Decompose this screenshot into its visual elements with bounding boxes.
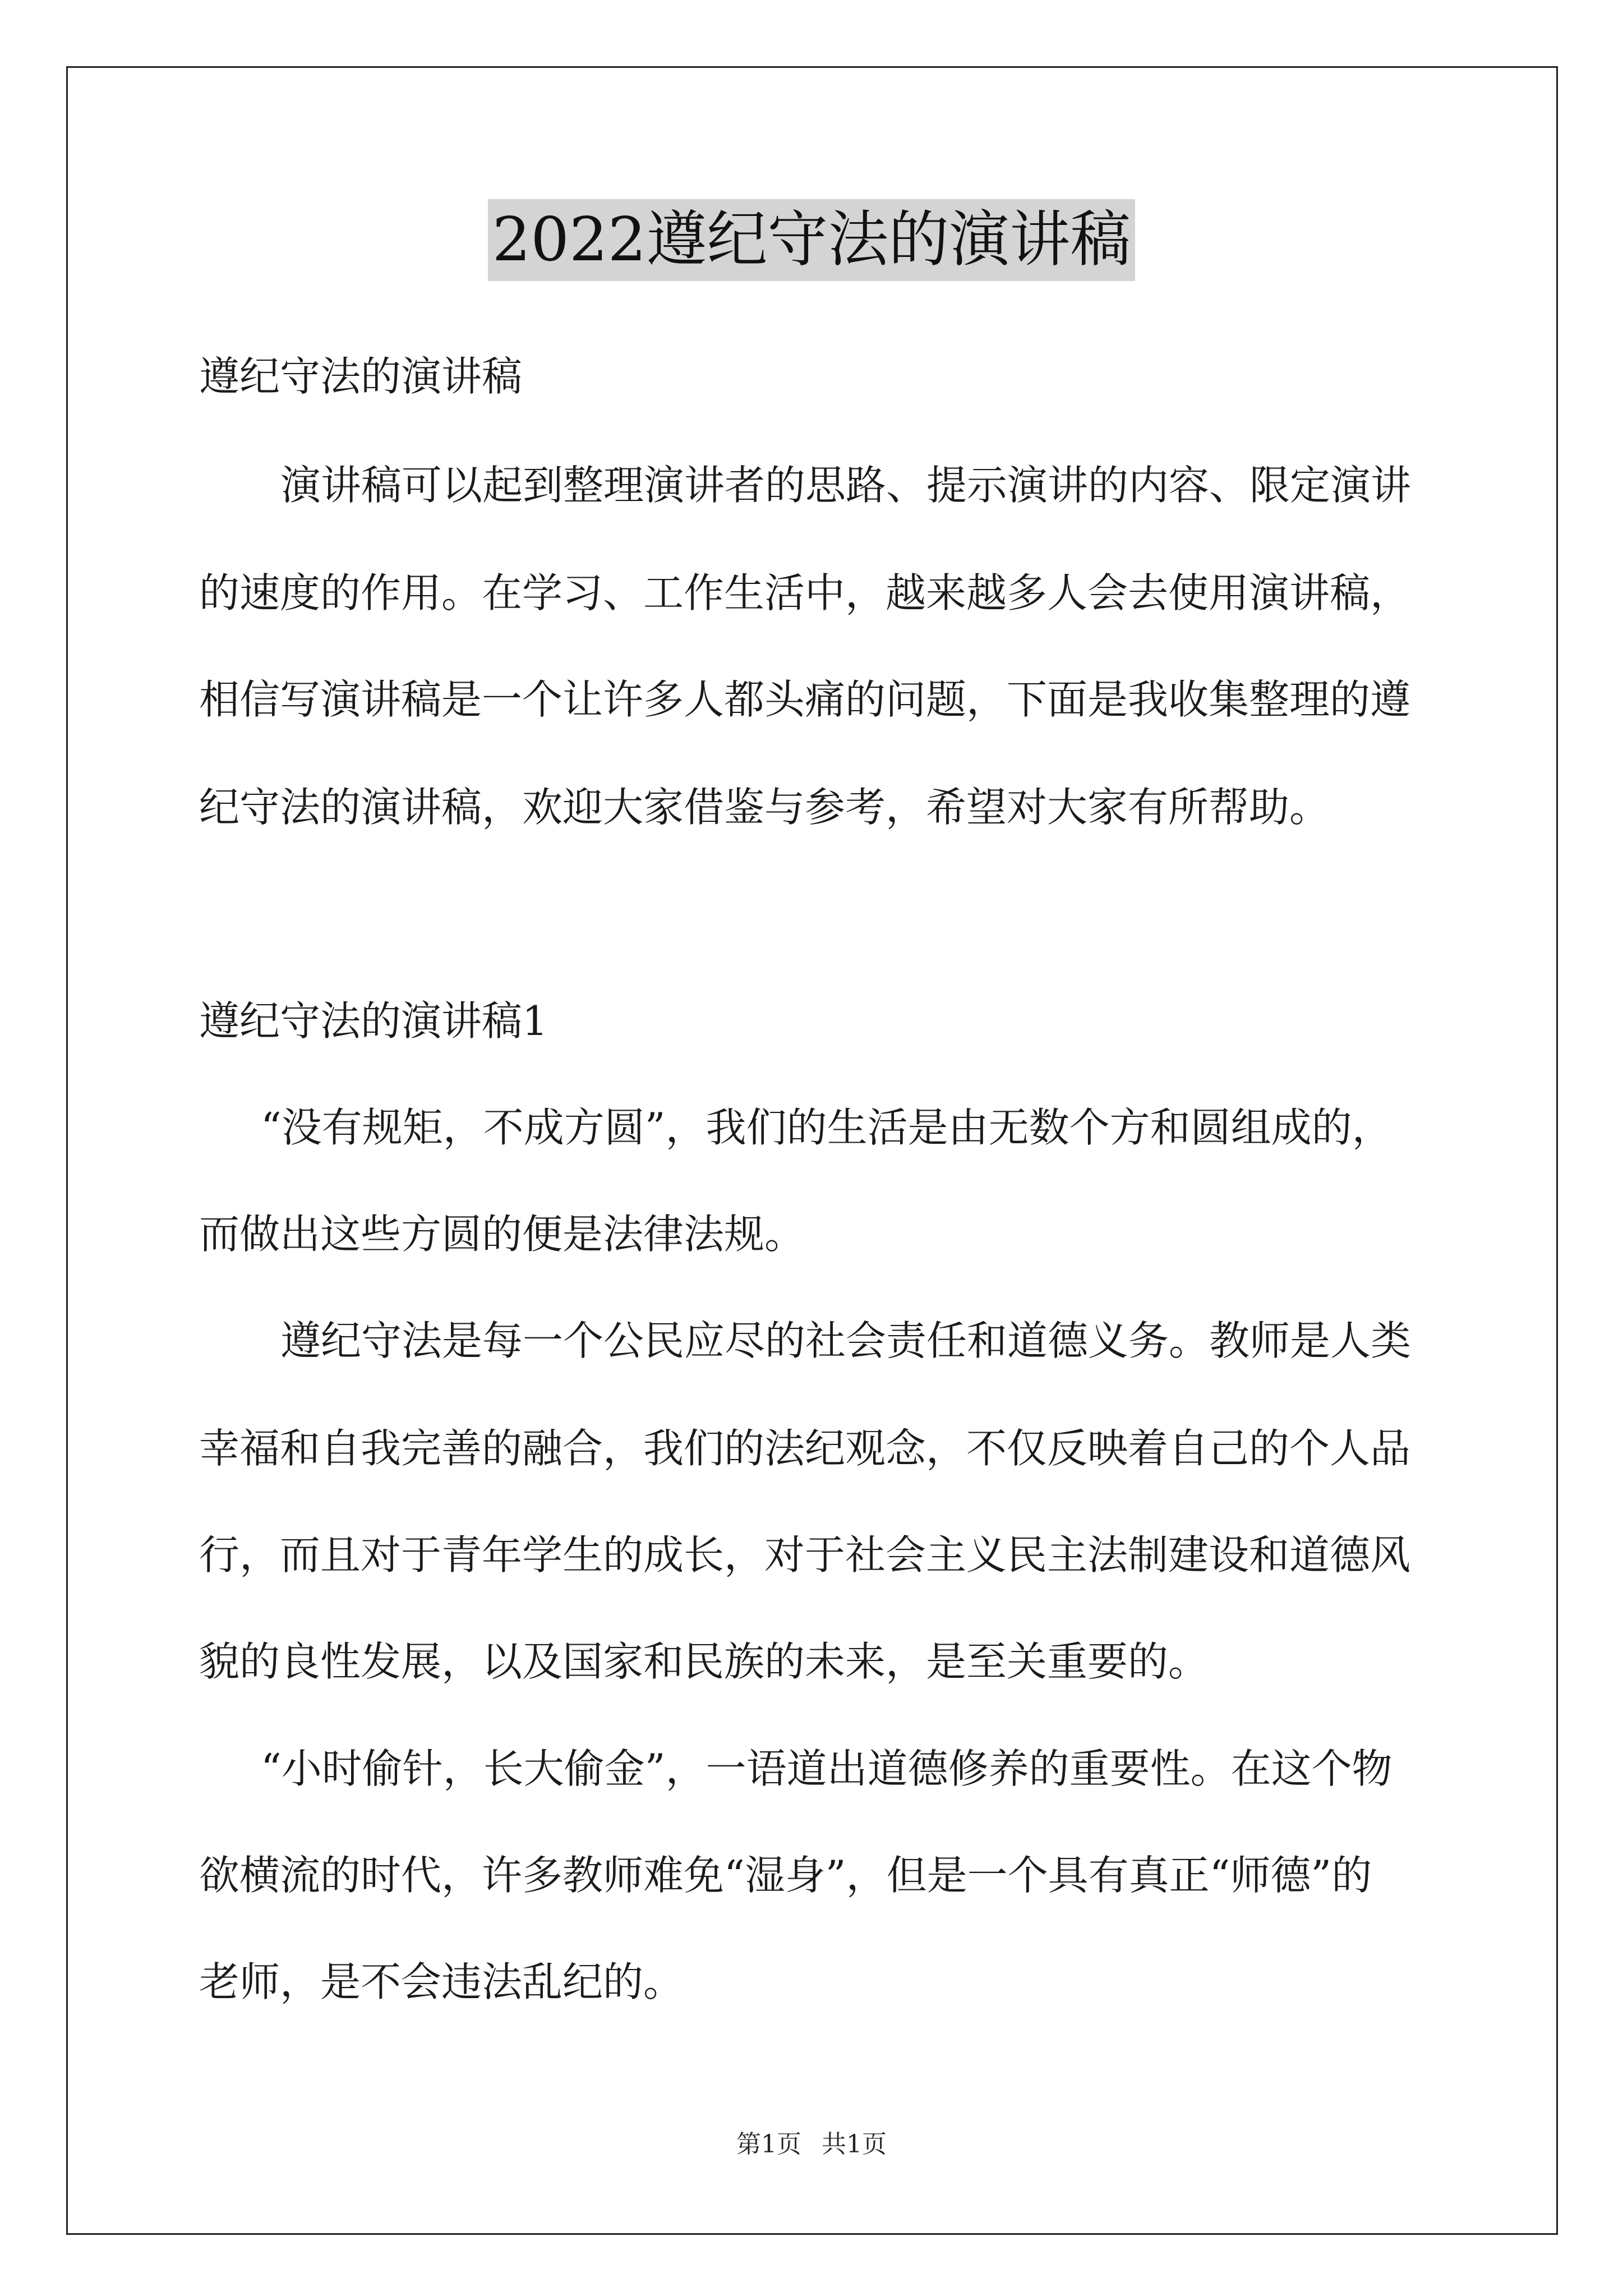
intro-line: 演讲稿可以起到整理演讲者的思路、提示演讲的内容、限定演讲 (280, 462, 1412, 509)
intro-line: 纪守法的演讲稿，欢迎大家借鉴与参考，希望对大家有所帮助。 (199, 784, 1330, 831)
section-heading: 遵纪守法的演讲稿1 (199, 997, 548, 1045)
document-subtitle: 遵纪守法的演讲稿 (199, 353, 523, 400)
paragraph-line: 而做出这些方圆的便是法律法规。 (199, 1211, 805, 1258)
paragraph-line: 欲横流的时代，许多教师难免“湿身”，但是一个具有真正“师德”的 (199, 1852, 1372, 1899)
title-container (0, 199, 1623, 281)
paragraph-line: 遵纪守法是每一个公民应尽的社会责任和道德义务。教师是人类 (280, 1317, 1412, 1364)
paragraph-line: “小时偷针，长大偷金”，一语道出道德修养的重要性。在这个物 (261, 1745, 1393, 1792)
paragraph-line: 幸福和自我完善的融合，我们的法纪观念，不仅反映着自己的个人品 (199, 1425, 1411, 1472)
paragraph-line: 老师，是不会违法乱纪的。 (199, 1958, 684, 2005)
paragraph-line: 行，而且对于青年学生的成长，对于社会主义民主法制建设和道德风 (199, 1531, 1411, 1579)
page-footer (0, 2129, 1623, 2160)
document-title: 2022遵纪守法的演讲稿 (488, 199, 1136, 281)
paragraph-line: 貌的良性发展，以及国家和民族的未来，是至关重要的。 (199, 1638, 1209, 1685)
intro-line: 相信写演讲稿是一个让许多人都头痛的问题，下面是我收集整理的遵 (199, 676, 1411, 723)
page-number: 第1页 (736, 2130, 801, 2159)
intro-line: 的速度的作用。在学习、工作生活中，越来越多人会去使用演讲稿， (199, 569, 1411, 616)
page-total: 共1页 (822, 2130, 887, 2159)
paragraph-line: “没有规矩，不成方圆”，我们的生活是由无数个方和圆组成的， (261, 1104, 1393, 1151)
